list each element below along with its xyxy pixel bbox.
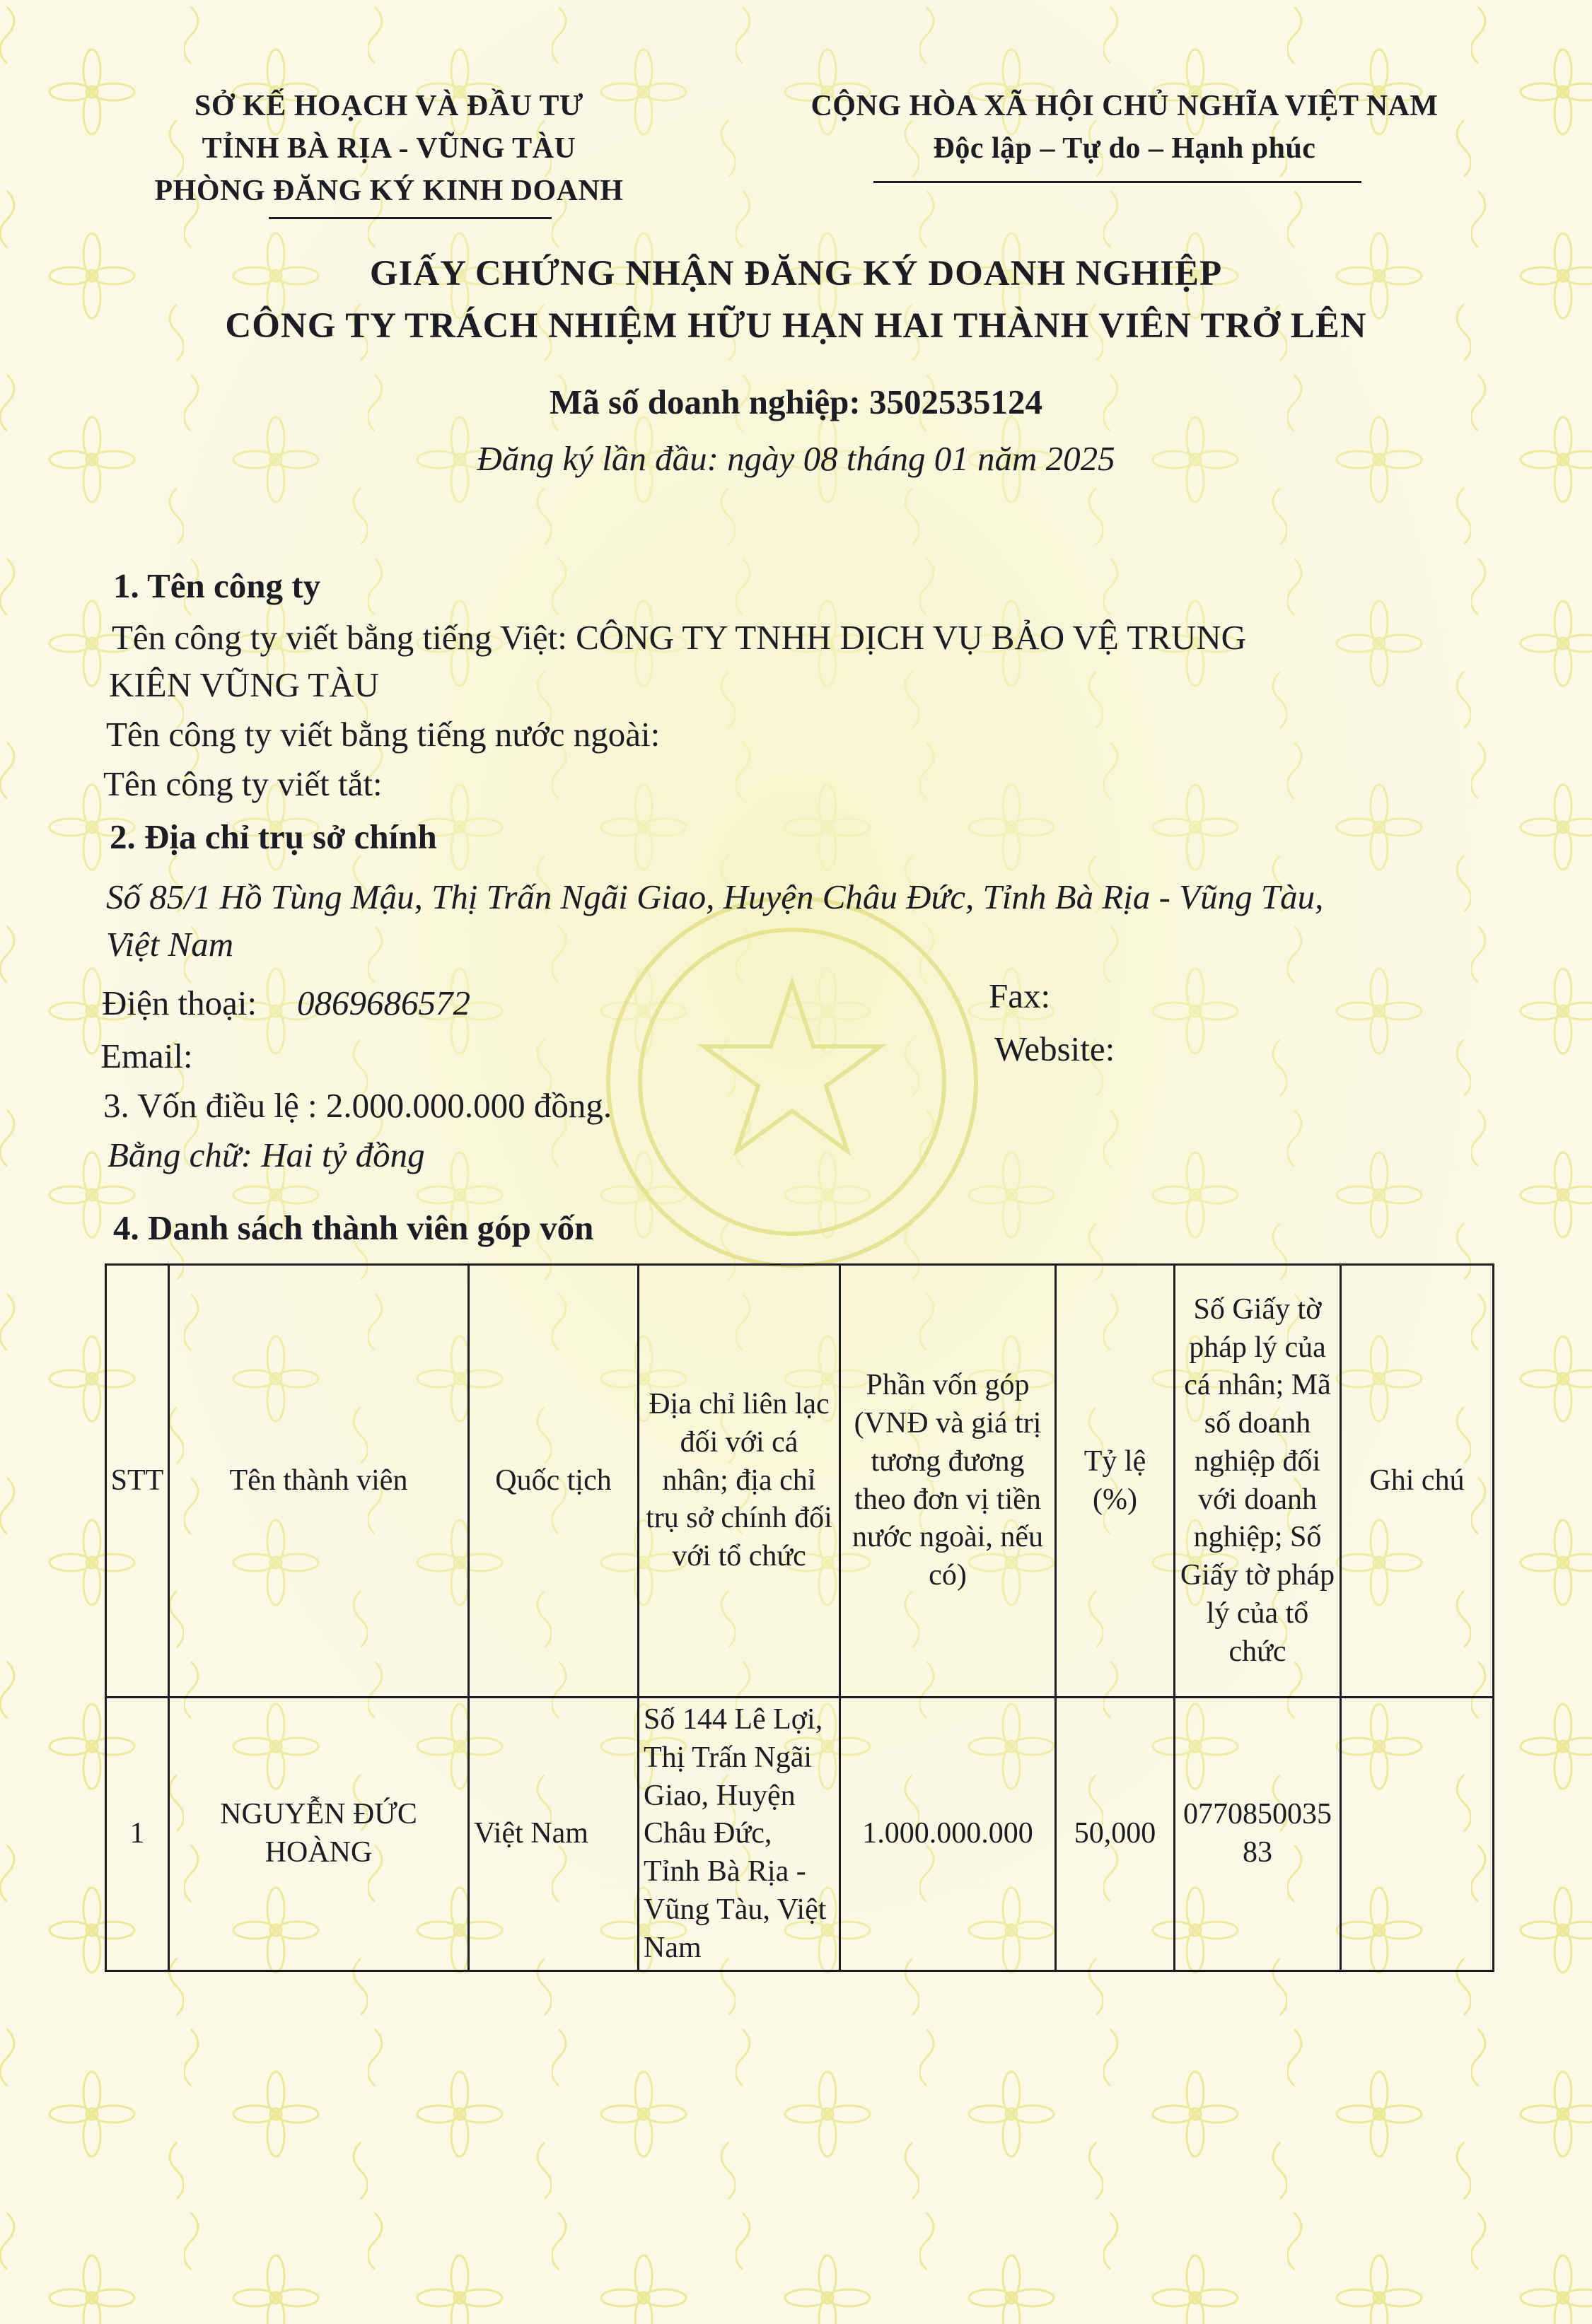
members-table-header-row	[106, 1265, 1494, 1698]
business-code: Mã số doanh nghiệp: 3502535124	[549, 383, 1042, 421]
head-office-address-line1: Số 85/1 Hồ Tùng Mậu, Thị Trấn Ngãi Giao, Huyện Châu Đức, Tỉnh Bà Rịa - Vũng Tàu,	[106, 877, 1324, 916]
phone-value: 0869686572	[297, 983, 470, 1022]
table-row	[106, 1698, 1494, 1971]
motto-underline	[873, 181, 1361, 183]
section-members-heading: 4. Danh sách thành viên góp vốn	[113, 1208, 594, 1247]
column-header-nationality: Quốc tịch	[469, 1265, 639, 1698]
company-name-vietnamese-line2: KIÊN VŨNG TÀU	[109, 665, 379, 704]
member-note	[1341, 1698, 1494, 1971]
column-header-note: Ghi chú	[1341, 1265, 1494, 1698]
member-legal-id: 077085003583	[1175, 1698, 1341, 1971]
national-motto: Độc lập – Tự do – Hạnh phúc	[933, 132, 1316, 165]
charter-capital	[103, 1085, 612, 1126]
head-office-address-line2: Việt Nam	[106, 925, 234, 964]
issuer-province: TỈNH BÀ RỊA - VŨNG TÀU	[202, 132, 576, 165]
member-name: NGUYỄN ĐỨC HOÀNG	[169, 1698, 469, 1971]
column-header-address: Địa chỉ liên lạc đối với cá nhân; địa chỉ trụ sở chính đối với tổ chức	[639, 1265, 840, 1698]
member-address: Số 144 Lê Lợi, Thị Trấn Ngãi Giao, Huyện Châu Đức, Tỉnh Bà Rịa - Vũng Tàu, Việt Nam	[639, 1698, 840, 1971]
issuer-office: PHÒNG ĐĂNG KÝ KINH DOANH	[154, 175, 624, 207]
section-company-name-heading: 1. Tên công ty	[113, 566, 321, 605]
column-header-stt: STT	[106, 1265, 169, 1698]
company-name-foreign: Tên công ty viết bằng tiếng nước ngoài:	[106, 715, 661, 754]
members-table	[105, 1263, 1494, 1972]
member-capital: 1.000.000.000	[840, 1698, 1056, 1971]
phone-label: Điện thoại:	[102, 983, 257, 1022]
email-label: Email:	[100, 1037, 193, 1075]
member-ratio: 50,000	[1056, 1698, 1175, 1971]
charter-capital-text: 3. Vốn điều lệ : 2.000.000.000 đồng.	[103, 1086, 612, 1125]
website-label: Website:	[994, 1029, 1115, 1068]
column-header-capital: Phần vốn góp (VNĐ và giá trị tương đương theo đơn vị tiền nước ngoài, nếu có)	[840, 1265, 1056, 1698]
company-type-title: CÔNG TY TRÁCH NHIỆM HỮU HẠN HAI THÀNH VIÊN TRỞ LÊN	[225, 306, 1367, 346]
member-nationality: Việt Nam	[469, 1698, 639, 1971]
issuer-underline	[269, 217, 552, 219]
company-name-short: Tên công ty viết tắt:	[103, 764, 383, 803]
column-header-legal-id: Số Giấy tờ pháp lý của cá nhân; Mã số doanh nghiệp đối với doanh nghiệp; Số Giấy tờ pháp lý của tổ chức	[1175, 1265, 1341, 1698]
column-header-ratio: Tỷ lệ (%)	[1056, 1265, 1175, 1698]
section-address-heading: 2. Địa chỉ trụ sở chính	[110, 817, 437, 856]
first-registration-date: Đăng ký lần đầu: ngày 08 tháng 01 năm 2025	[477, 439, 1115, 478]
company-name-vietnamese-line1: Tên công ty viết bằng tiếng Việt: CÔNG TY TNHH DỊCH VỤ BẢO VỆ TRUNG	[112, 618, 1246, 657]
certificate-title: GIẤY CHỨNG NHẬN ĐĂNG KÝ DOANH NGHIỆP	[369, 254, 1223, 293]
member-stt: 1	[106, 1698, 169, 1971]
column-header-member-name: Tên thành viên	[169, 1265, 469, 1698]
fax-label: Fax:	[989, 976, 1051, 1015]
country-name: CỘNG HÒA XÃ HỘI CHỦ NGHĨA VIỆT NAM	[810, 90, 1439, 122]
issuer-department: SỞ KẾ HOẠCH VÀ ĐẦU TƯ	[194, 90, 583, 122]
charter-capital-in-words: Bằng chữ: Hai tỷ đồng	[108, 1135, 425, 1174]
